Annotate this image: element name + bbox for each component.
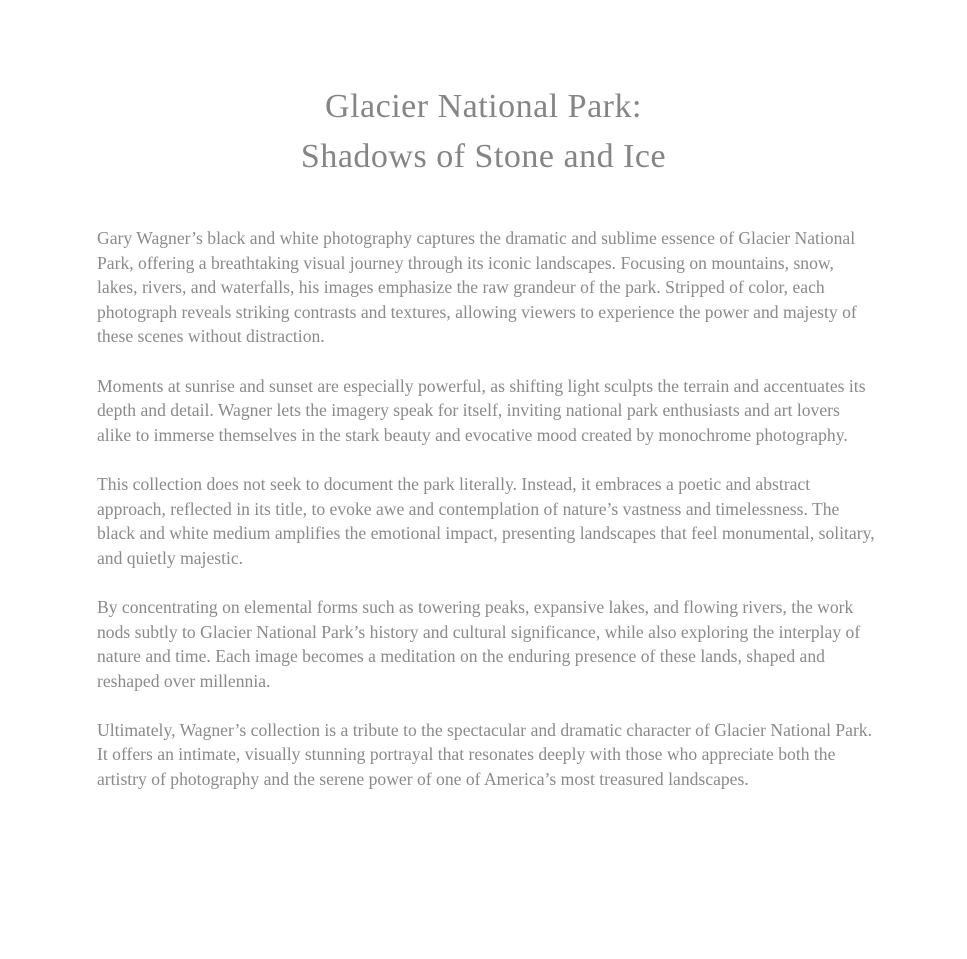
page-title-line-2: Shadows of Stone and Ice: [300, 138, 667, 175]
page-title: [0, 82, 967, 182]
paragraph-poetic-approach: This collection does not seek to document the park literally. Instead, it embraces a poetic and abstract approach, reflected in its title, to evoke awe and contemplation of nature’s vastness and timelessness. The black and white medium amplifies the emotional impact, presenting landscapes that feel monumental, solitary, and quietly majestic.: [97, 473, 875, 568]
paragraph-light-and-mood: Moments at sunrise and sunset are especially powerful, as shifting light sculpts the terrain and accentuates its depth and detail. Wagner lets the imagery speak for itself, inviting national park enthusiasts and art lovers alike to immerse themselves in the stark beauty and evocative mood created by monochrome photography.: [97, 375, 866, 445]
page-title-line-1: Glacier National Park:: [325, 88, 642, 125]
article-body: [97, 226, 875, 792]
paragraph-conclusion: Ultimately, Wagner’s collection is a tribute to the spectacular and dramatic character of Glacier National Park. It offers an intimate, visually stunning portrayal that resonates deeply with those who appreciate both the artistry of photography and the serene power of one of America’s most treasured landscapes.: [97, 719, 873, 790]
paragraph-overview: Gary Wagner’s black and white photography captures the dramatic and sublime essence of Glacier National Park, offering a breathtaking visual journey through its iconic landscapes. Focusing on mountains, snow, lakes, rivers, and waterfalls, his images emphasize the raw grandeur of the park. Stripped of color, each photograph reveals striking contrasts and textures, allowing viewers to experience the power and majesty of these scenes without distraction.: [97, 228, 857, 347]
paragraph-elemental-forms: By concentrating on elemental forms such as towering peaks, expansive lakes, and flowing rivers, the work nods subtly to Glacier National Park’s history and cultural significance, while also exploring the interplay of nature and time. Each image becomes a meditation on the enduring presence of these lands, shaped and reshaped over millennia.: [97, 596, 861, 691]
